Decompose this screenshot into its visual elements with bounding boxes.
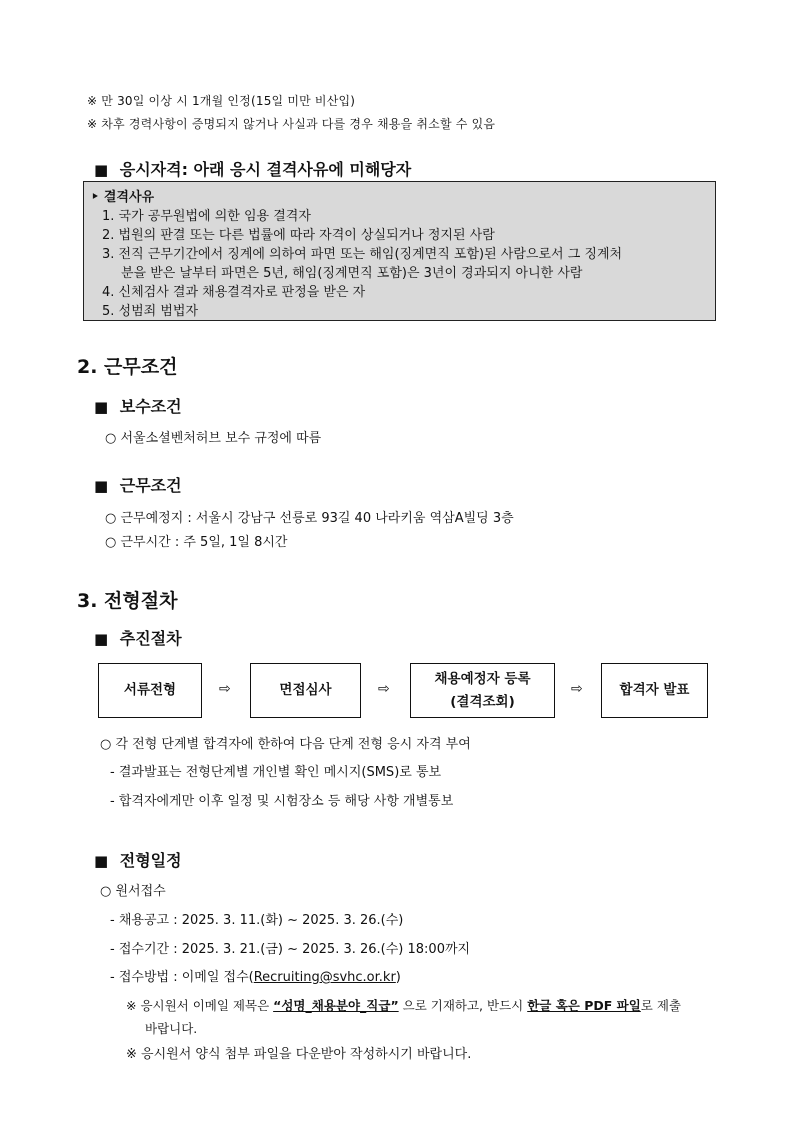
- note-line: ※ 차후 경력사항이 증명되지 않거나 사실과 다를 경우 채용을 취소할 수 있음: [87, 117, 496, 131]
- arrow-right-icon: ⇨: [571, 681, 583, 697]
- schedule-item: ○ 원서접수: [100, 884, 166, 899]
- arrow-right-icon: ⇨: [378, 681, 390, 697]
- list-item: 4. 신체검사 결과 채용결격자로 판정을 받은 자: [102, 285, 366, 300]
- process-note: - 합격자에게만 이후 일정 및 시험장소 등 해당 사항 개별통보: [110, 794, 454, 809]
- arrow-right-icon: ⇨: [219, 681, 231, 697]
- disqualification-box: [83, 181, 716, 321]
- schedule-notice-cont: 바랍니다.: [145, 1021, 198, 1036]
- box-title: ‣ 결격사유: [91, 190, 155, 205]
- square-bullet-icon: ■: [94, 852, 109, 870]
- process-heading: ■ 추진절차: [94, 629, 182, 648]
- square-bullet-icon: ■: [94, 161, 109, 179]
- list-item: 2. 법원의 판결 또는 다른 법률에 따라 자격이 상실되거나 정지된 사람: [102, 228, 495, 243]
- work-item: ○ 근무예정지 : 서울시 강남구 선릉로 93길 40 나라키움 역삼A빌딩 3층: [105, 511, 514, 526]
- note-line: ※ 만 30일 이상 시 1개월 인정(15일 미만 비산입): [87, 94, 356, 108]
- square-bullet-icon: ■: [94, 630, 109, 648]
- schedule-line: - 채용공고 : 2025. 3. 11.(화) ~ 2025. 3. 26.(수): [110, 913, 404, 928]
- schedule-heading: ■ 전형일정: [94, 851, 182, 870]
- list-item: 5. 성범죄 범법자: [102, 304, 199, 319]
- section-title: 3. 전형절차: [77, 590, 178, 612]
- flow-step-registration: 채용예정자 등록 (결격조회): [410, 663, 555, 718]
- flow-step-announcement: 합격자 발표: [601, 663, 708, 718]
- flow-step-document: 서류전형: [98, 663, 202, 718]
- schedule-notice: ※ 응시원서 양식 첨부 파일을 다운받아 작성하시기 바랍니다.: [126, 1047, 472, 1062]
- schedule-method: - 접수방법 : 이메일 접수(Recruiting@svhc.or.kr): [110, 970, 401, 985]
- work-item: ○ 근무시간 : 주 5일, 1일 8시간: [105, 535, 288, 550]
- schedule-notice: ※ 응시원서 이메일 제목은 “성명_채용분야_직급” 으로 기재하고, 반드시 한글 혹은 PDF 파일로 제출: [126, 998, 681, 1013]
- square-bullet-icon: ■: [94, 398, 109, 416]
- pay-item: ○ 서울소셜벤처허브 보수 규정에 따름: [105, 431, 322, 446]
- pay-heading: ■ 보수조건: [94, 397, 182, 416]
- section-title: 2. 근무조건: [77, 356, 178, 378]
- process-note: ○ 각 전형 단계별 합격자에 한하여 다음 단계 전형 응시 자격 부여: [100, 737, 471, 752]
- list-item: 1. 국가 공무원법에 의한 임용 결격자: [102, 209, 311, 224]
- square-bullet-icon: ■: [94, 477, 109, 495]
- flow-step-interview: 면접심사: [250, 663, 361, 718]
- work-heading: ■ 근무조건: [94, 476, 182, 495]
- schedule-line: - 접수기간 : 2025. 3. 21.(금) ~ 2025. 3. 26.(수) 18:00까지: [110, 942, 471, 957]
- email-link[interactable]: Recruiting@svhc.or.kr: [253, 970, 396, 985]
- list-item: 분을 받은 날부터 파면은 5년, 해임(징계면직 포함)은 3년이 경과되지 아니한 사람: [121, 266, 583, 281]
- qualification-heading: ■ 응시자격: 아래 응시 결격사유에 미해당자: [94, 160, 412, 179]
- process-note: - 결과발표는 전형단계별 개인별 확인 메시지(SMS)로 통보: [110, 765, 442, 780]
- list-item: 3. 전직 근무기간에서 징계에 의하여 파면 또는 해임(징계면직 포함)된 사람으로서 그 징계처: [102, 247, 623, 262]
